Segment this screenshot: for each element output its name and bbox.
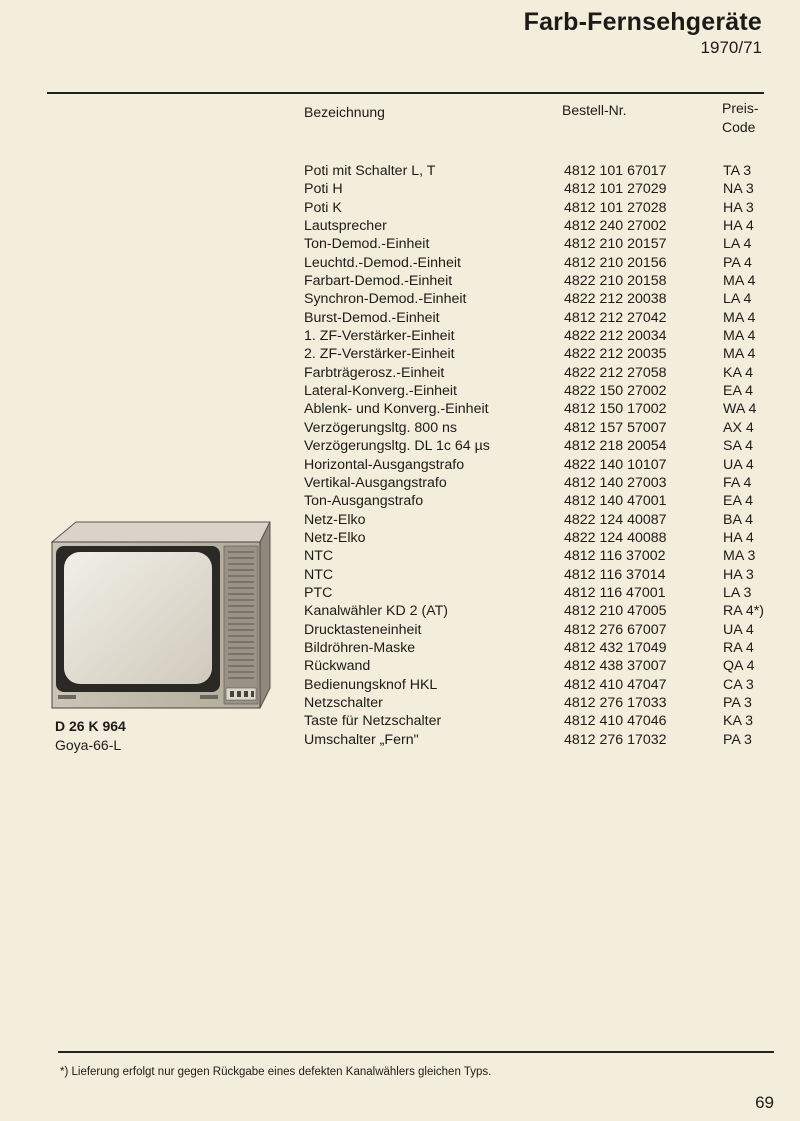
order-number: 4812 210 47005 xyxy=(564,603,667,620)
order-number: 4812 276 17032 xyxy=(564,731,667,748)
part-name: NTC xyxy=(304,548,334,565)
table-row xyxy=(304,511,784,529)
part-name: Taste für Netzschalter xyxy=(304,713,442,730)
price-code: TA 3 xyxy=(723,163,752,179)
part-name: Farbart-Demod.-Einheit xyxy=(304,273,453,290)
order-number: 4812 210 20156 xyxy=(564,254,667,271)
bottom-rule xyxy=(58,1051,774,1053)
column-header-code-line2: Code xyxy=(722,119,756,135)
price-code: NA 3 xyxy=(723,181,754,198)
price-code: UA 4 xyxy=(723,621,754,638)
parts-table xyxy=(304,162,784,749)
part-name: Farbträgerosz.-Einheit xyxy=(304,364,445,381)
price-code: MA 4 xyxy=(723,309,756,326)
table-row xyxy=(304,547,784,565)
table-row xyxy=(304,309,784,327)
price-code: RA 4 xyxy=(723,639,754,656)
table-row xyxy=(304,456,784,474)
order-number: 4812 116 37014 xyxy=(564,566,666,583)
part-name: Ablenk- und Konverg.-Einheit xyxy=(304,401,489,418)
price-code: HA 4 xyxy=(723,218,754,235)
part-name: Bildröhren-Maske xyxy=(304,639,416,656)
column-header-code-line1: Preis- xyxy=(722,100,759,116)
part-name: Ton-Demod.-Einheit xyxy=(304,236,430,253)
table-row xyxy=(304,290,784,308)
order-number: 4822 140 10107 xyxy=(564,456,667,473)
part-name: 2. ZF-Verstärker-Einheit xyxy=(304,346,455,363)
order-number: 4812 218 20054 xyxy=(564,438,667,455)
part-name: Horizontal-Ausgangstrafo xyxy=(304,456,465,473)
part-name: Rückwand xyxy=(304,658,371,675)
order-number: 4812 212 27042 xyxy=(564,309,667,326)
part-name: 1. ZF-Verstärker-Einheit xyxy=(304,328,455,345)
model-number: D 26 K 964 xyxy=(55,718,126,734)
part-name: Lautsprecher xyxy=(304,218,387,235)
part-name: Poti mit Schalter L, T xyxy=(304,163,436,179)
table-row xyxy=(304,217,784,235)
price-code: LA 4 xyxy=(723,236,752,253)
order-number: 4812 101 27029 xyxy=(564,181,667,198)
television-image xyxy=(50,520,272,710)
part-name: Kanalwähler KD 2 (AT) xyxy=(304,603,449,620)
price-code: EA 4 xyxy=(723,383,753,400)
table-row xyxy=(304,235,784,253)
table-row xyxy=(304,254,784,272)
price-code: KA 4 xyxy=(723,364,753,381)
column-header-code xyxy=(722,99,759,137)
price-code: LA 3 xyxy=(723,584,752,601)
table-row xyxy=(304,694,784,712)
price-code: CA 3 xyxy=(723,676,754,693)
column-header-name: Bezeichnung xyxy=(304,104,385,120)
order-number: 4812 240 27002 xyxy=(564,218,667,235)
order-number: 4812 101 67017 xyxy=(564,163,667,179)
order-number: 4822 212 27058 xyxy=(564,364,667,381)
part-name: Burst-Demod.-Einheit xyxy=(304,309,440,326)
table-row xyxy=(304,327,784,345)
table-row xyxy=(304,180,784,198)
order-number: 4812 140 47001 xyxy=(564,493,667,510)
price-code: WA 4 xyxy=(723,401,757,418)
table-row xyxy=(304,657,784,675)
price-code: PA 3 xyxy=(723,694,752,711)
price-code: RA 4*) xyxy=(723,603,765,620)
part-name: Verzögerungsltg. 800 ns xyxy=(304,419,458,436)
order-number: 4822 212 20035 xyxy=(564,346,667,363)
part-name: Bedienungsknof HKL xyxy=(304,676,438,693)
part-name: Synchron-Demod.-Einheit xyxy=(304,291,467,308)
table-row xyxy=(304,364,784,382)
order-number: 4822 212 20038 xyxy=(564,291,667,308)
part-name: Netzschalter xyxy=(304,694,383,711)
part-name: Drucktasteneinheit xyxy=(304,621,422,638)
order-number: 4812 438 37007 xyxy=(564,658,667,675)
price-code: BA 4 xyxy=(723,511,753,528)
table-row xyxy=(304,492,784,510)
part-name: Poti K xyxy=(304,199,342,216)
part-name: Vertikal-Ausgangstrafo xyxy=(304,474,447,491)
order-number: 4812 210 20157 xyxy=(564,236,667,253)
part-name: Umschalter „Fern" xyxy=(304,731,419,748)
order-number: 4812 150 17002 xyxy=(564,401,667,418)
table-row xyxy=(304,400,784,418)
order-number: 4822 150 27002 xyxy=(564,383,667,400)
order-number: 4812 432 17049 xyxy=(564,639,667,656)
table-row xyxy=(304,474,784,492)
page-number: 69 xyxy=(755,1093,774,1112)
page-title: Farb-Fernsehgeräte xyxy=(523,8,762,36)
part-name: Poti H xyxy=(304,181,343,198)
order-number: 4812 116 47001 xyxy=(564,584,666,601)
tv-illustration xyxy=(50,520,272,710)
price-code: FA 4 xyxy=(723,474,752,491)
price-code: MA 4 xyxy=(723,328,756,345)
part-name: Verzögerungsltg. DL 1c 64 µs xyxy=(304,438,490,455)
page-year: 1970/71 xyxy=(700,38,762,57)
table-row xyxy=(304,566,784,584)
table-row xyxy=(304,437,784,455)
price-code: MA 4 xyxy=(723,346,756,363)
table-row xyxy=(304,712,784,730)
order-number: 4822 124 40087 xyxy=(564,511,667,528)
order-number: 4822 124 40088 xyxy=(564,529,667,546)
price-code: SA 4 xyxy=(723,438,753,455)
order-number: 4812 101 27028 xyxy=(564,199,667,216)
price-code: HA 4 xyxy=(723,529,754,546)
table-row xyxy=(304,639,784,657)
part-name: Leuchtd.-Demod.-Einheit xyxy=(304,254,461,271)
top-rule xyxy=(47,92,764,94)
price-code: HA 3 xyxy=(723,199,754,216)
order-number: 4812 276 17033 xyxy=(564,694,667,711)
table-row xyxy=(304,419,784,437)
table-row xyxy=(304,162,784,180)
part-name: Ton-Ausgangstrafo xyxy=(304,493,424,510)
order-number: 4822 210 20158 xyxy=(564,273,667,290)
part-name: NTC xyxy=(304,566,334,583)
price-code: MA 3 xyxy=(723,548,756,565)
table-row xyxy=(304,621,784,639)
price-code: LA 4 xyxy=(723,291,752,308)
order-number: 4812 116 37002 xyxy=(564,548,666,565)
column-header-number: Bestell-Nr. xyxy=(562,102,627,118)
footnote: *) Lieferung erfolgt nur gegen Rückgabe eines defekten Kanalwählers gleichen Typs. xyxy=(60,1066,492,1078)
price-code: QA 4 xyxy=(723,658,755,675)
order-number: 4812 410 47046 xyxy=(564,713,667,730)
table-row xyxy=(304,676,784,694)
price-code: UA 4 xyxy=(723,456,754,473)
order-number: 4812 276 67007 xyxy=(564,621,667,638)
price-code: PA 3 xyxy=(723,731,752,748)
price-code: AX 4 xyxy=(723,419,754,436)
price-code: PA 4 xyxy=(723,254,752,271)
table-row xyxy=(304,272,784,290)
table-row xyxy=(304,584,784,602)
table-row xyxy=(304,382,784,400)
table-row xyxy=(304,602,784,620)
table-row xyxy=(304,529,784,547)
price-code: KA 3 xyxy=(723,713,753,730)
part-name: Lateral-Konverg.-Einheit xyxy=(304,383,457,400)
price-code: HA 3 xyxy=(723,566,754,583)
part-name: PTC xyxy=(304,584,333,601)
order-number: 4812 410 47047 xyxy=(564,676,667,693)
table-row xyxy=(304,199,784,217)
table-row xyxy=(304,345,784,363)
price-code: MA 4 xyxy=(723,273,756,290)
table-row xyxy=(304,731,784,749)
order-number: 4812 157 57007 xyxy=(564,419,667,436)
order-number: 4812 140 27003 xyxy=(564,474,667,491)
order-number: 4822 212 20034 xyxy=(564,328,667,345)
part-name: Netz-Elko xyxy=(304,511,366,528)
model-name: Goya-66-L xyxy=(55,737,122,753)
part-name: Netz-Elko xyxy=(304,529,366,546)
price-code: EA 4 xyxy=(723,493,753,510)
